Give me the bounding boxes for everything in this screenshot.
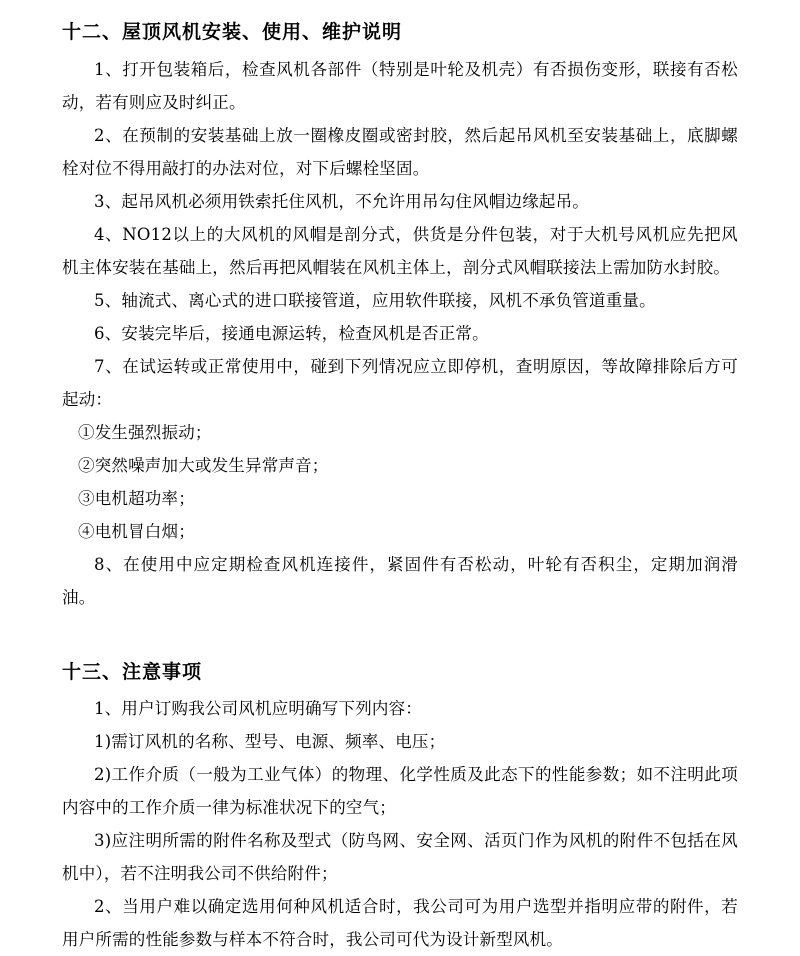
paragraph: 1、打开包装箱后，检查风机各部件（特别是叶轮及机壳）有否损伤变形，联接有否松动，若有则应及时纠正。	[62, 59, 738, 112]
paragraph: 1)需订风机的名称、型号、电源、频率、电压；	[94, 732, 446, 751]
list-item: ①发生强烈振动；	[78, 422, 212, 442]
paragraph: 8、在使用中应定期检查风机连接件，紧固件有否松动，叶轮有否积尘，定期加润滑油。	[62, 554, 738, 607]
list-item: ③电机超功率；	[78, 488, 195, 508]
paragraph: 1、用户订购我公司风机应明确写下列内容：	[94, 699, 422, 718]
section-heading-13: 十三、注意事项	[62, 660, 203, 683]
paragraph: 2、在预制的安装基础上放一圈橡皮圈或密封胶，然后起吊风机至安装基础上，底脚螺栓对位不得用敲打的办法对位，对下后螺栓坚固。	[62, 125, 738, 178]
paragraph: 4、NO12以上的大风机的风帽是剖分式，供货是分件包装，对于大机号风机应先把风机主体安装在基础上，然后再把风帽装在风机主体上，剖分式风帽联接法上需加防水封胶。	[62, 224, 738, 277]
paragraph: 3)应注明所需的附件名称及型式（防鸟网、安全网、活页门作为风机的附件不包括在风机中），若不注明我公司不供给附件；	[62, 831, 738, 883]
list-item: ②突然噪声加大或发生异常声音；	[78, 455, 329, 475]
paragraph: 3、起吊风机必须用铁索托住风机，不允许用吊勾住风帽边缘起吊。	[94, 191, 589, 211]
paragraph: 7、在试运转或正常使用中，碰到下列情况应立即停机，查明原因，等故障排除后方可起动：	[62, 356, 738, 409]
paragraph: 5、轴流式、离心式的进口联接管道，应用软件联接，风机不承负管道重量。	[94, 290, 656, 310]
section-spacer	[62, 614, 738, 624]
paragraph: 6、安装完毕后，接通电源运转，检查风机是否正常。	[94, 323, 489, 343]
paragraph: 2、当用户难以确定选用何种风机适合时，我公司可为用户选型并指明应带的附件，若用户所需的性能参数与样本不符合时，我公司可代为设计新型风机。	[62, 897, 738, 949]
paragraph: 2)工作介质（一般为工业气体）的物理、化学性质及此态下的性能参数；如不注明此项内容中的工作介质一律为标准状况下的空气；	[62, 765, 738, 817]
list-item: ④电机冒白烟；	[78, 521, 195, 541]
section-heading-12: 十二、屋顶风机安装、使用、维护说明	[62, 21, 403, 43]
